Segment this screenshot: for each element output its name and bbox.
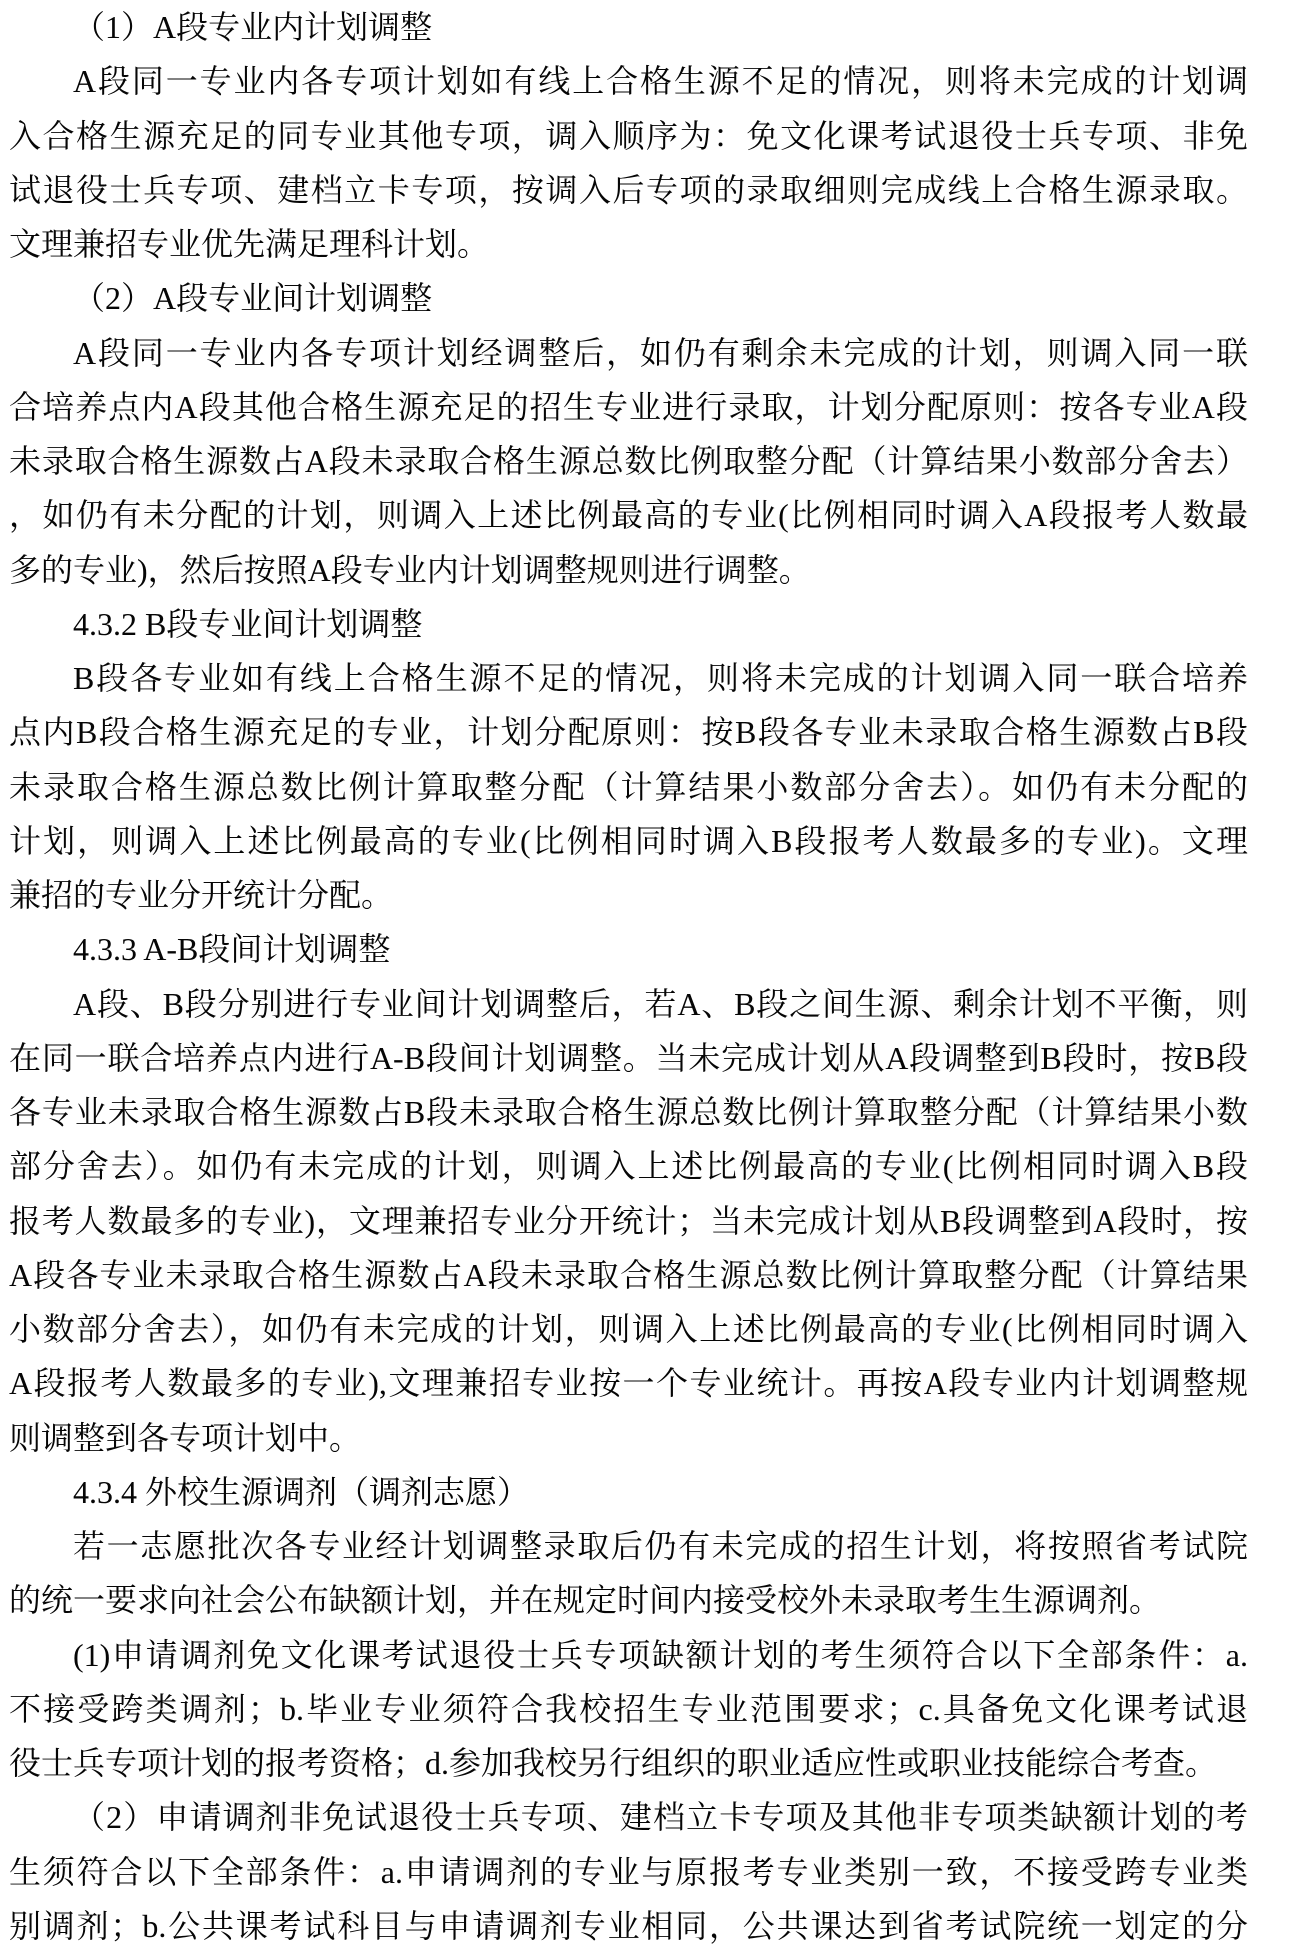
text-line: 未录取合格生源数占A段未录取合格生源总数比例取整分配（计算结果小数部分舍去） [9,443,1248,479]
text-line: 各专业未录取合格生源数占B段未录取合格生源总数比例计算取整分配（计算结果小数 [9,1094,1248,1130]
text-line: （2）申请调剂非免试退役士兵专项、建档立卡专项及其他非专项类缺额计划的考 [73,1799,1248,1836]
section-heading: 4.3.4 外校生源调剂（调剂志愿） [73,1473,530,1510]
text-line: 若一志愿批次各专业经计划调整录取后仍有未完成的招生计划，将按照省考试院 [73,1528,1248,1564]
section-heading: （2）A段专业间计划调整 [73,280,433,317]
section-heading: 4.3.2 B段专业间计划调整 [73,605,423,642]
text-line: 则调整到各专项计划中。 [9,1419,362,1456]
text-line: A段各专业未录取合格生源数占A段未录取合格生源总数比例计算取整分配（计算结果 [9,1256,1248,1293]
text-line: (1)申请调剂免文化课考试退役士兵专项缺额计划的考生须符合以下全部条件：a. [73,1636,1248,1673]
text-line: 在同一联合培养点内进行A-B段间计划调整。当未完成计划从A段调整到B段时，按B段 [9,1039,1248,1076]
text-line: 计划，则调入上述比例最高的专业(比例相同时调入B段报考人数最多的专业)。文理 [9,822,1248,859]
section-heading: （1）A段专业内计划调整 [73,9,433,45]
text-line: 部分舍去）。如仍有未完成的计划，则调入上述比例最高的专业(比例相同时调入B段 [9,1148,1248,1185]
text-line: A段报考人数最多的专业),文理兼招专业按一个专业统计。再按A段专业内计划调整规 [9,1365,1248,1402]
text-line: 未录取合格生源总数比例计算取整分配（计算结果小数部分舍去）。如仍有未分配的 [9,768,1248,805]
text-line: A段、B段分别进行专业间计划调整后，若A、B段之间生源、剩余计划不平衡，则 [73,985,1248,1022]
text-line: 小数部分舍去），如仍有未完成的计划，则调入上述比例最高的专业(比例相同时调入 [9,1311,1248,1347]
text-line: 试退役士兵专项、建档立卡专项，按调入后专项的录取细则完成线上合格生源录取。 [9,171,1248,208]
text-line: 入合格生源充足的同专业其他专项，调入顺序为：免文化课考试退役士兵专项、非免 [9,117,1248,154]
section-heading: 4.3.3 A-B段间计划调整 [73,931,391,968]
text-line: 不接受跨类调剂；b.毕业专业须符合我校招生专业范围要求；c.具备免文化课考试退 [9,1690,1248,1727]
text-line: 多的专业)，然后按照A段专业内计划调整规则进行调整。 [9,551,811,588]
text-line: 报考人数最多的专业)，文理兼招专业分开统计；当未完成计划从B段调整到A段时，按 [9,1202,1248,1239]
text-line: ，如仍有未分配的计划，则调入上述比例最高的专业(比例相同时调入A段报考人数最 [9,497,1248,534]
text-line: A段同一专业内各专项计划经调整后，如仍有剩余未完成的计划，则调入同一联 [73,334,1248,371]
text-line: 生须符合以下全部条件：a.申请调剂的专业与原报考专业类别一致，不接受跨专业类 [9,1853,1248,1890]
text-line: 合培养点内A段其他合格生源充足的招生专业进行录取，计划分配原则：按各专业A段 [9,388,1248,425]
text-line: 文理兼招专业优先满足理科计划。 [9,226,490,262]
text-line: 兼招的专业分开统计分配。 [9,877,394,913]
text-line: 别调剂；b.公共课考试科目与申请调剂专业相同，公共课达到省考试院统一划定的分 [9,1907,1248,1944]
text-line: A段同一专业内各专项计划如有线上合格生源不足的情况，则将未完成的计划调 [73,63,1248,100]
text-line: B段各专业如有线上合格生源不足的情况，则将未完成的计划调入同一联合培养 [73,660,1248,696]
text-line: 点内B段合格生源充足的专业，计划分配原则：按B段各专业未录取合格生源数占B段 [9,714,1248,751]
text-line: 的统一要求向社会公布缺额计划，并在规定时间内接受校外未录取考生生源调剂。 [9,1582,1162,1619]
text-line: 役士兵专项计划的报考资格；d.参加我校另行组织的职业适应性或职业技能综合考查。 [9,1745,1218,1781]
